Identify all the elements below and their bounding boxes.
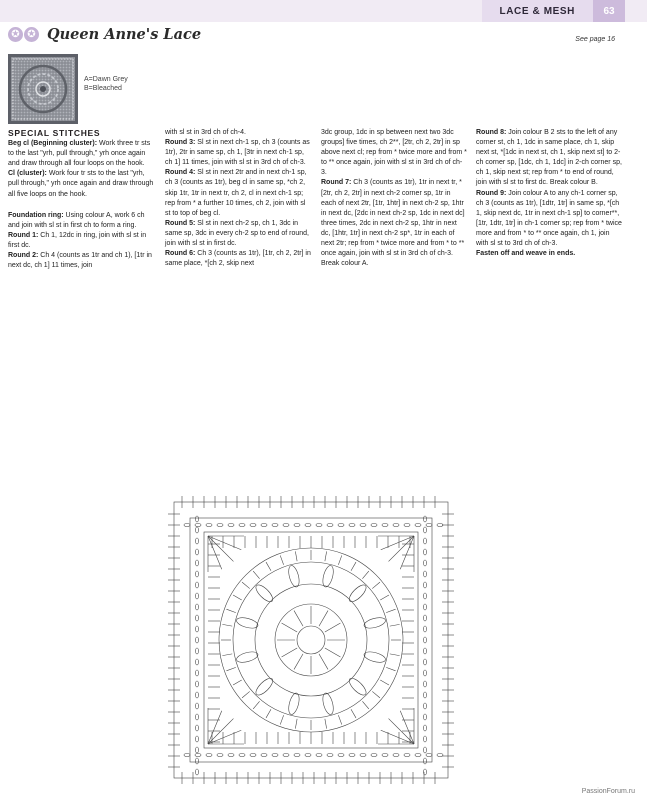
chain-mark [239,524,245,527]
dc-stitch [351,709,356,718]
round-7-frame [204,532,418,748]
paragraph: Foundation ring: Using colour A, work 6 ch and join with sl st in first ch to form a ring. [8,211,145,229]
chain-mark [424,703,427,709]
paragraph: Round 4: Sl st in next 2tr and in next ch-1 sp, ch 3 (counts as 1tr), beg cl in same sp, *ch 2, skip 1tr, 1tr in next tr, ch 2, cl in next ch-1 sp; rep from * a further 10 times, ch 2, join with sl st to top of beg cl. [165,169,307,217]
chain-mark [196,747,199,753]
chain-mark [261,754,267,757]
dc-stitch [386,609,395,612]
chain-mark [239,754,245,757]
chain-mark [196,769,199,775]
chain-mark [184,754,190,757]
pattern-title-row [8,26,201,43]
cluster-petal [287,564,301,588]
dc-stitch [233,595,242,600]
chain-mark [261,524,267,527]
paragraph: Beg cl (Beginning cluster): Work three tr sts to the last "yrh, pull through," yrh once again and draw through all four loops on the hook. [8,140,151,168]
chain-mark [424,615,427,621]
dc-stitch [295,719,297,729]
chain-mark [196,582,199,588]
chain-mark [349,524,355,527]
chain-mark [426,524,432,527]
chain-mark [424,725,427,731]
instructions-column-3 [321,128,467,269]
swatch-photo [8,54,78,124]
chain-mark [250,524,256,527]
chain-mark [316,754,322,757]
special-stitches-heading: SPECIAL STITCHES [8,128,101,138]
chain-mark [196,670,199,676]
chain-mark [338,524,344,527]
chain-mark [196,626,199,632]
chain-mark [250,754,256,757]
chain-mark [424,747,427,753]
chain-mark [196,725,199,731]
chain-mark [228,524,234,527]
paragraph: Round 5: Sl st in next ch-2 sp, ch 1, 3dc in same sp, 3dc in every ch-2 sp to end of round, join with sl st in first dc. [165,219,309,248]
chain-mark [196,516,199,522]
dc-stitch [222,624,232,626]
chain-mark [393,754,399,757]
round-circle [297,626,325,654]
cluster-petal [347,582,369,604]
chain-mark [349,754,355,757]
chain-mark [196,736,199,742]
dc-stitch [338,555,341,564]
chain-mark [196,604,199,610]
dc-stitch [372,582,380,588]
dc-stitch [380,680,389,685]
chain-mark [228,754,234,757]
chain-mark [305,754,311,757]
paragraph: 3dc group, 1dc in sp between next two 3dc groups] five times, ch 2**, [2tr, ch 2, 2tr] in sp above next cl; rep from * twice more and from * to ** once again, join with sl st in 3rd ch of ch-3. [321,129,467,177]
paragraph: Round 2: Ch 4 (counts as 1tr and ch 1), [1tr in next dc, ch 1] 11 times, join [8,252,152,270]
cluster-petal [253,676,275,698]
cluster-petal [363,650,387,664]
chain-mark [327,524,333,527]
dc-stitch [325,719,327,729]
chain-mark [424,736,427,742]
chain-mark [382,524,388,527]
chain-mark [283,524,289,527]
dc-stitch [266,562,271,571]
chain-mark [196,593,199,599]
dc-stitch [233,680,242,685]
chain-mark [424,714,427,720]
paragraph: Round 9: Join colour A to any ch-1 corner sp, ch 3 (counts as 1tr), [1dtr, 1tr] in same sp, *[ch 1, skip next dc, 1tr in next ch-1 sp] to corner**, [1tr, 1dtr, 1tr] in ch-1 corner sp; rep from * twice more and from * to ** once again, ch 1, join with sl st to 3rd ch of ch-3. [476,189,622,248]
chain-mark [195,524,201,527]
chain-mark [424,670,427,676]
dc-stitch [372,691,380,697]
chain-mark [424,758,427,764]
chain-mark [424,516,427,522]
chain-mark [316,524,322,527]
chain-mark [424,659,427,665]
dc-stitch [242,582,250,588]
chain-mark [196,549,199,555]
section-tab [482,0,626,22]
cluster-petal [253,582,275,604]
chain-mark [272,754,278,757]
chain-mark [196,714,199,720]
chain-mark [424,681,427,687]
chain-mark [424,593,427,599]
dc-stitch [280,715,283,724]
instructions-column-4 [476,128,622,259]
treble-stitch [294,654,303,670]
paragraph: Round 3: Sl st in next ch-1 sp, ch 3 (counts as 1tr), 2tr in same sp, ch 1, [3tr in next ch-1 sp, ch 1] 11 times, join with sl st in 3rd ch of ch-3. [165,139,310,167]
chain-mark [371,524,377,527]
pattern-title: Queen Anne's Lace [47,26,202,43]
chain-mark [426,754,432,757]
corner-fan-stitch [208,536,233,561]
chain-mark [206,524,212,527]
corner-fan-stitch [389,536,414,561]
treble-stitch [319,654,328,670]
paragraph: Round 8: Join colour B 2 sts to the left of any corner st, ch 1, 1dc in same place, ch 1, skip next st, *[1dc in next st, ch 1, skip next st] to 2-ch corner sp, [1dc, ch 1, 1dc] in 2-ch corner sp, ch 1, skip next st; rep from * to end of round, join with sl st to first dc. Break colour B. [476,129,622,187]
dc-stitch [222,654,232,656]
treble-stitch [325,648,341,657]
paragraph: Cl (cluster): Work four tr sts to the last "yrh, pull through," yrh once again and draw through all five loops on the hook. [8,170,154,198]
chain-mark [424,637,427,643]
chain-mark [283,754,289,757]
chain-mark [424,560,427,566]
chain-mark [272,524,278,527]
chain-mark [196,615,199,621]
dc-stitch [338,715,341,724]
dc-stitch [362,701,368,709]
legend-item: B=Bleached [84,85,122,92]
see-page-reference: See page 16 [575,36,615,43]
dc-stitch [362,571,368,579]
chain-mark [360,524,366,527]
chain-mark [196,571,199,577]
paragraph: Round 7: Ch 3 (counts as 1tr), 1tr in next tr, *[2tr, ch 2, 2tr] in next ch-2 corner sp, 1tr in each of next 2tr, [1tr, 1htr] in next ch-2 sp, 1htr in next dc, [2dc in next ch-2 sp, 1dc in next dc] three times, 2dc in next ch-2 sp, 1htr in next dc, [1htr, 1tr] in next ch-2 sp*, 1tr in each of next 2tr; rep from * twice more and from * to ** once again, join with sl st in 3rd ch of ch-3. Break colour A. [321,179,465,268]
dc-stitch [295,551,297,561]
chain-mark [196,538,199,544]
chain-mark [424,549,427,555]
paragraph: Round 1: Ch 1, 12dc in ring, join with sl st in first dc. [8,231,147,249]
paragraph: Round 6: Ch 3 (counts as 1tr), [1tr, ch 2, 2tr] in same place, *[ch 2, skip next [165,250,311,268]
dc-stitch [242,691,250,697]
dc-stitch [390,654,400,656]
chain-mark [217,754,223,757]
chain-mark [196,681,199,687]
chain-mark [393,524,399,527]
treble-stitch [282,648,298,657]
crochet-chart-diagram [160,492,462,788]
dc-stitch [253,571,259,579]
cluster-petal [321,564,335,588]
treble-stitch [294,611,303,627]
section-name: LACE & MESH [482,0,594,22]
legend-item: A=Dawn Grey [84,76,128,83]
dc-stitch [253,701,259,709]
yarn-legend [84,75,128,93]
chain-mark [424,582,427,588]
chain-mark [424,538,427,544]
chain-mark [196,703,199,709]
chain-mark [196,758,199,764]
chain-mark [424,571,427,577]
cluster-petal [347,676,369,698]
chain-mark [184,524,190,527]
dc-stitch [390,624,400,626]
cluster-petal [363,616,387,630]
cluster-petal [321,692,335,716]
chain-mark [294,524,300,527]
round-circle [255,584,367,696]
chain-mark [327,754,333,757]
chain-mark [424,648,427,654]
instructions-column-2 [165,128,311,269]
chain-mark [196,692,199,698]
dc-stitch [226,667,235,670]
chain-mark [415,754,421,757]
chain-mark [437,754,443,757]
paragraph: with sl st in 3rd ch of ch-4. [165,129,246,136]
chain-mark [294,754,300,757]
star-icon: ✪ [24,27,39,42]
instructions-column-1 [8,128,156,271]
treble-stitch [325,623,341,632]
chain-mark [196,560,199,566]
chain-mark [404,524,410,527]
page-number: 63 [593,0,625,22]
chain-mark [206,754,212,757]
round-circle [219,548,403,732]
fasten-off-note: Fasten off and weave in ends. [476,250,576,258]
site-watermark: PassionForum.ru [581,788,635,795]
dc-stitch [386,667,395,670]
cluster-petal [287,692,301,716]
star-icon: ✪ [8,27,23,42]
chain-mark [424,527,427,533]
chain-mark [404,754,410,757]
dc-stitch [325,551,327,561]
dc-stitch [380,595,389,600]
chain-mark [196,648,199,654]
chain-mark [424,626,427,632]
chain-mark [196,659,199,665]
cluster-petal [235,650,259,664]
chain-mark [360,754,366,757]
difficulty-rating [8,27,39,42]
chain-mark [196,637,199,643]
chain-mark [424,604,427,610]
chain-mark [382,754,388,757]
dc-stitch [266,709,271,718]
chain-mark [415,524,421,527]
chain-mark [338,754,344,757]
dc-stitch [351,562,356,571]
chain-mark [196,527,199,533]
chain-mark [217,524,223,527]
chain-mark [195,754,201,757]
dc-stitch [226,609,235,612]
chain-mark [424,692,427,698]
chain-mark [371,754,377,757]
treble-stitch [319,611,328,627]
cluster-petal [235,616,259,630]
chain-mark [305,524,311,527]
treble-stitch [282,623,298,632]
dc-stitch [280,555,283,564]
